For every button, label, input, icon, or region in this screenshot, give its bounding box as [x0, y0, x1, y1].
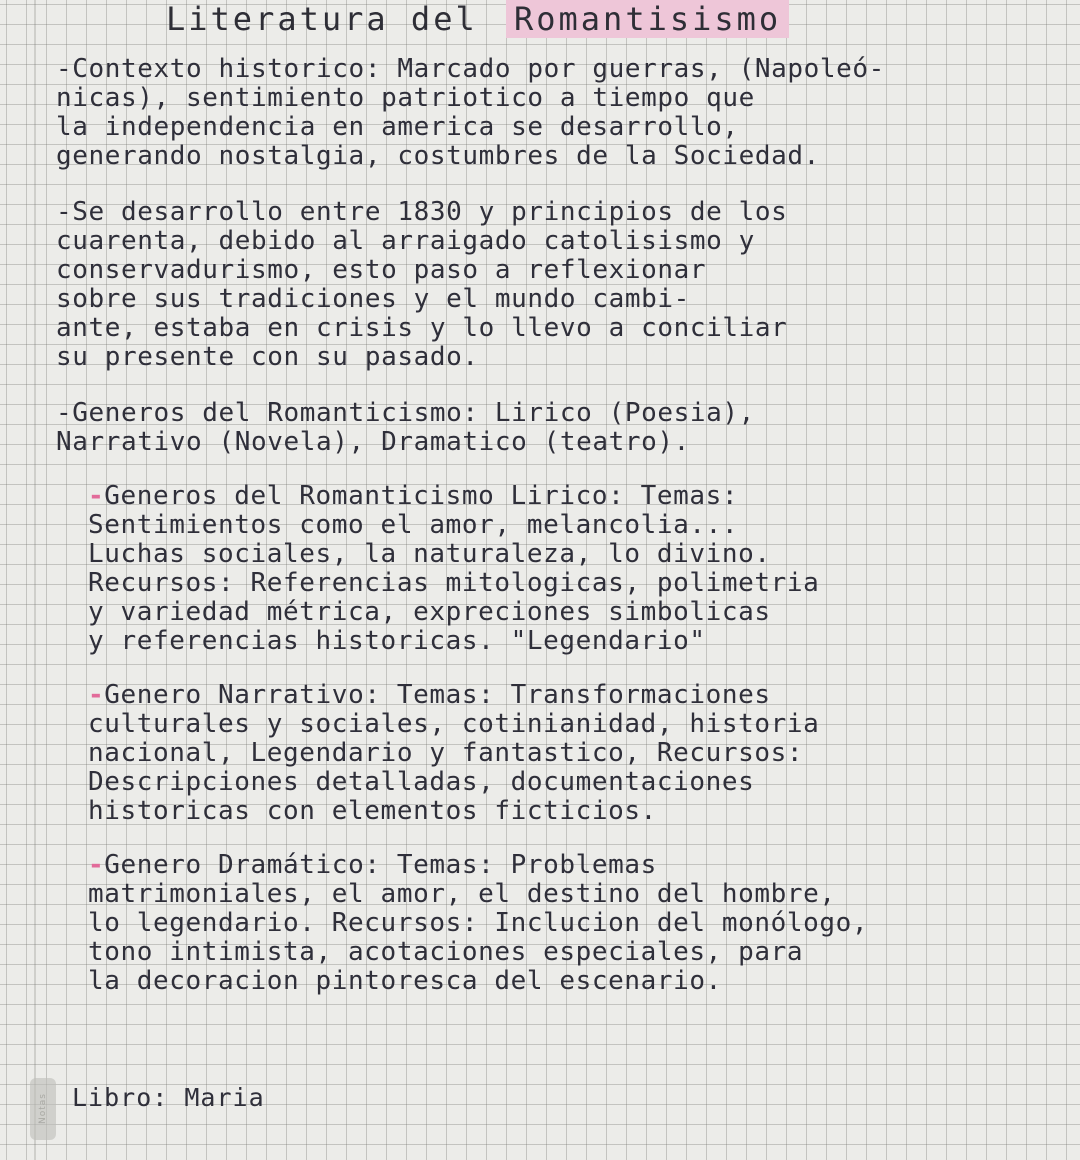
text-line: nacional, Legendario y fantastico, Recursos: — [88, 738, 804, 768]
notebook-side-label: Notas — [30, 1078, 56, 1140]
text-line: lo legendario. Recursos: Inclucion del monólogo, — [88, 908, 869, 938]
book-reference: Libro: Maria — [72, 1083, 265, 1112]
text-line: -Contexto historico: Marcado por guerras, (Napoleó- — [56, 54, 885, 84]
title-part1: Literatura del — [166, 0, 478, 38]
section-heading-line: Generos del Romanticismo Lirico: Temas: — [104, 481, 739, 511]
page-title — [160, 0, 789, 38]
text-line: cuarenta, debido al arraigado catolisismo y — [56, 226, 755, 256]
section-heading-line: Genero Dramático: Temas: Problemas — [104, 850, 657, 880]
text-line: historicas con elementos ficticios. — [88, 796, 657, 826]
title-highlighted: Romantisismo — [506, 0, 789, 38]
section-heading-line: Genero Narrativo: Temas: Transformaciones — [104, 680, 771, 710]
text-line: conservadurismo, esto paso a reflexionar — [56, 255, 707, 285]
text-line: Descripciones detalladas, documentaciones — [88, 767, 755, 797]
text-line: y variedad métrica, expreciones simbolicas — [88, 597, 771, 627]
text-line: Sentimientos como el amor, melancolia... — [88, 510, 739, 540]
pink-dash-bullet: - — [88, 680, 105, 710]
narrative-genre-section — [88, 681, 1041, 826]
text-line: ante, estaba en crisis y lo llevo a conciliar — [56, 313, 788, 343]
text-line: y referencias historicas. "Legendario" — [88, 626, 706, 656]
text-line: Recursos: Referencias mitologicas, polimetria — [88, 568, 820, 598]
page-margin — [34, 0, 36, 1160]
text-line: generando nostalgia, costumbres de la Sociedad. — [56, 141, 820, 171]
text-line: su presente con su pasado. — [56, 342, 479, 372]
pink-dash-bullet: - — [88, 481, 105, 511]
dramatic-genre-section — [88, 851, 1041, 996]
text-line: -Se desarrollo entre 1830 y principios de los — [56, 197, 788, 227]
text-line: matrimoniales, el amor, el destino del hombre, — [88, 879, 836, 909]
genres-paragraph — [56, 399, 1041, 457]
text-line: sobre sus tradiciones y el mundo cambi- — [56, 284, 690, 314]
text-line: Narrativo (Novela), Dramatico (teatro). — [56, 427, 690, 457]
text-line: culturales y sociales, cotinianidad, historia — [88, 709, 820, 739]
context-paragraph — [56, 55, 1041, 171]
text-line: la decoracion pintoresca del escenario. — [88, 966, 722, 996]
text-line: Luchas sociales, la naturaleza, lo divino. — [88, 539, 771, 569]
text-line: -Generos del Romanticismo: Lirico (Poesia), — [56, 398, 755, 428]
text-line: la independencia en america se desarrollo, — [56, 112, 739, 142]
notes-body — [56, 55, 1041, 996]
text-line: tono intimista, acotaciones especiales, para — [88, 937, 804, 967]
text-line: nicas), sentimiento patriotico a tiempo que — [56, 83, 755, 113]
pink-dash-bullet: - — [88, 850, 105, 880]
development-paragraph — [56, 198, 1041, 372]
lyric-genre-section — [88, 482, 1041, 656]
